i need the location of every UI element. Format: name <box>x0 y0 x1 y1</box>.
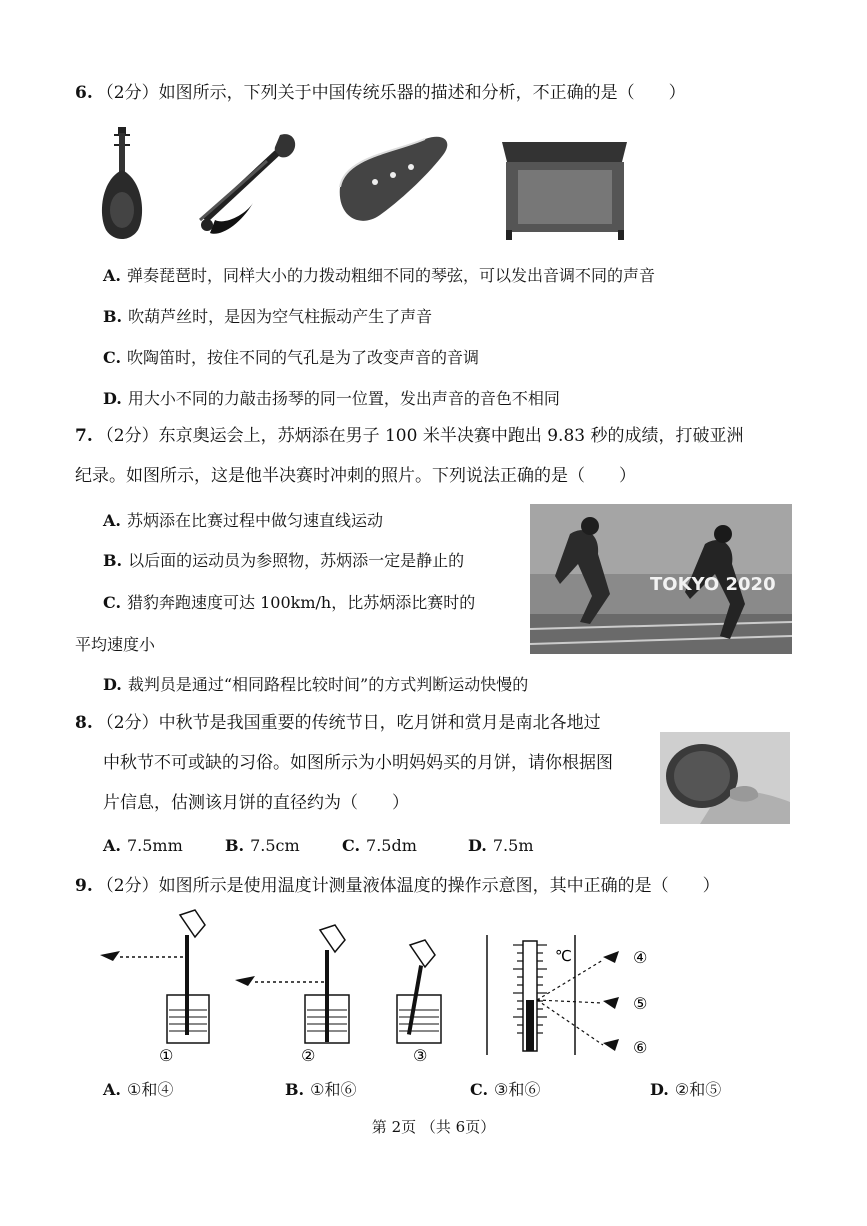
q6-number: 6. <box>75 83 93 103</box>
photo-text: TOKYO 2020 <box>650 574 776 595</box>
option-letter: D. <box>468 836 487 855</box>
q7-stem <box>75 426 743 446</box>
q7-option-b[interactable] <box>103 548 464 571</box>
q8-stem-line2: 中秋节不可或缺的习俗。如图所示为小明妈妈买的月饼，请你根据图 <box>103 753 613 773</box>
q6-option-c[interactable] <box>103 345 479 368</box>
fig-label-2: ② <box>301 1046 316 1065</box>
option-letter: C. <box>103 593 122 612</box>
option-text: 裁判员是通过“相同路程比较时间”的方式判断运动快慢的 <box>127 675 529 694</box>
option-text: ①和④ <box>126 1080 174 1099</box>
option-text: ②和⑤ <box>674 1080 722 1099</box>
q7-option-a[interactable] <box>103 508 383 531</box>
option-text: ①和⑥ <box>310 1080 357 1099</box>
option-letter: A. <box>103 836 121 855</box>
option-letter: B. <box>225 836 245 855</box>
q7-stem-line1: （2分）东京奥运会上，苏炳添在男子 100 米半决赛中跑出 9.83 秒的成绩，打破亚洲 <box>96 426 744 446</box>
q8-stem-line3: 片信息，估测该月饼的直径约为（ ） <box>103 793 409 813</box>
option-letter: A. <box>103 511 121 530</box>
q8-option-c[interactable] <box>342 836 417 855</box>
ocarina-image <box>335 127 455 235</box>
q9-option-d[interactable] <box>650 1077 721 1100</box>
option-letter: D. <box>103 675 122 694</box>
option-letter: D. <box>650 1080 669 1099</box>
option-text: 7.5mm <box>126 836 183 855</box>
fig-label-6: ⑥ <box>633 1038 648 1057</box>
yangqin-image <box>492 130 637 242</box>
option-letter: C. <box>470 1080 489 1099</box>
sprint-photo <box>530 504 792 654</box>
q8-option-b[interactable] <box>225 836 300 855</box>
option-text: 猎豹奔跑速度可达 100km/h，比苏炳添比赛时的 <box>127 593 476 612</box>
celsius-unit: ℃ <box>555 947 572 965</box>
q7-option-d[interactable] <box>103 672 528 695</box>
q7-option-c-cont <box>75 632 155 655</box>
figure-2 <box>235 925 349 1065</box>
option-letter: A. <box>103 266 121 285</box>
q6-option-a[interactable] <box>103 263 655 286</box>
figure-3 <box>397 940 441 1065</box>
q8-option-a[interactable] <box>103 836 183 855</box>
page-footer: 第 2页 （共 6页） <box>371 1118 496 1136</box>
q9-stem <box>75 876 720 896</box>
mooncake-photo <box>660 732 790 824</box>
hulusi-image <box>185 125 300 243</box>
fig-label-1: ① <box>159 1046 174 1065</box>
q6-option-d[interactable] <box>103 386 560 409</box>
figure-scale <box>487 935 647 1057</box>
option-letter: B. <box>103 551 123 570</box>
option-text: 7.5dm <box>366 836 417 855</box>
q9-option-c[interactable] <box>470 1077 540 1100</box>
pipa-image <box>96 125 148 243</box>
q8-number: 8. <box>75 713 93 733</box>
fig-label-3: ③ <box>413 1046 428 1065</box>
option-text: 弹奏琵琶时，同样大小的力拨动粗细不同的琴弦，可以发出音调不同的声音 <box>126 266 655 285</box>
option-text: 用大小不同的力敲击扬琴的同一位置，发出声音的音色不相同 <box>127 389 560 408</box>
option-letter: A. <box>103 1080 121 1099</box>
option-letter: B. <box>285 1080 305 1099</box>
q6-option-b[interactable] <box>103 304 432 327</box>
q9-option-a[interactable] <box>103 1077 173 1100</box>
q8-stem-line1: （2分）中秋节是我国重要的传统节日，吃月饼和赏月是南北各地过 <box>96 713 601 733</box>
thermometer-diagram <box>95 905 695 1065</box>
option-text: 7.5m <box>492 836 534 855</box>
option-text: 吹陶笛时，按住不同的气孔是为了改变声音的音调 <box>127 348 480 367</box>
fig-label-5: ⑤ <box>633 994 648 1013</box>
q8-option-d[interactable] <box>468 836 534 855</box>
option-text: 平均速度小 <box>75 635 156 654</box>
option-letter: C. <box>103 348 122 367</box>
q6-stem <box>75 83 686 103</box>
q7-option-c[interactable] <box>103 590 475 613</box>
q9-option-b[interactable] <box>285 1077 356 1100</box>
q8-stem <box>75 713 601 733</box>
option-text: 吹葫芦丝时，是因为空气柱振动产生了声音 <box>128 307 433 326</box>
q7-stem-line2: 纪录。如图所示，这是他半决赛时冲刺的照片。下列说法正确的是（ ） <box>75 466 636 486</box>
option-letter: B. <box>103 307 123 326</box>
option-letter: D. <box>103 389 122 408</box>
figure-1 <box>100 910 209 1065</box>
option-text: 以后面的运动员为参照物，苏炳添一定是静止的 <box>128 551 465 570</box>
fig-label-4: ④ <box>633 948 648 967</box>
q7-number: 7. <box>75 426 93 446</box>
option-text: ③和⑥ <box>494 1080 541 1099</box>
option-text: 7.5cm <box>250 836 300 855</box>
q9-stem-text: （2分）如图所示是使用温度计测量液体温度的操作示意图，其中正确的是（ ） <box>96 876 720 896</box>
option-letter: C. <box>342 836 361 855</box>
option-text: 苏炳添在比赛过程中做匀速直线运动 <box>126 511 383 530</box>
q6-stem-text: （2分）如图所示，下列关于中国传统乐器的描述和分析，不正确的是（ ） <box>96 83 686 103</box>
q9-number: 9. <box>75 876 93 896</box>
